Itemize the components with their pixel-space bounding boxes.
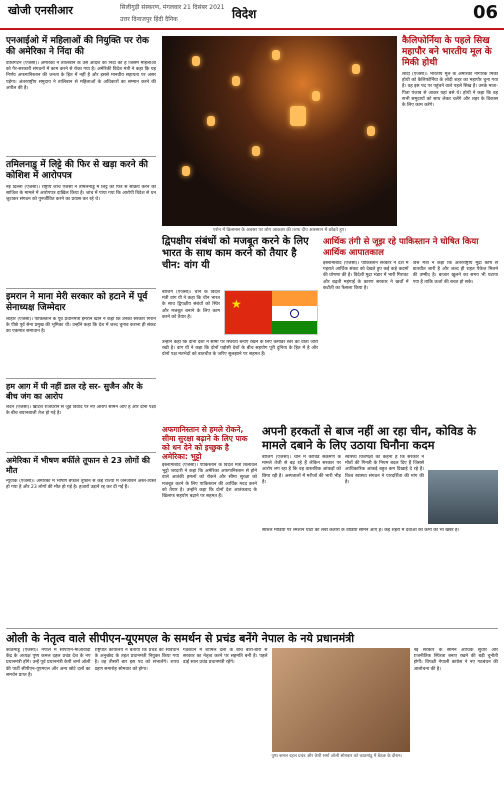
body-wang-yi-b: उन्होंने कहा कि दोनों देशों ने सीमा पर स्थिरता बनाए रखने के लिए कमांडर स्तर की वार्ता जारी रखी है। वांग यी ने कहा कि दोनों पड़ोसी देशों के बीच सहयोग पूरी दुनिया के हित में है और दोनों पक्ष मतभेदों को बातचीत के जरिए सुलझाने पर सहमत हैं।: [162, 340, 318, 358]
nepal-photo-caption: पुष्प कमल दहल प्रचंड और केपी शर्मा ओली सोमवार को काठमांडू में बैठक के दौरान।: [271, 754, 403, 759]
china-flag: ★: [225, 291, 272, 335]
tagline: उत्तर दिनाजपुर हिंदी दैनिक: [120, 16, 178, 23]
body-pakistan-b: वित्त मंत्री ने कहा कि अंतरराष्ट्रीय मुद्रा कोष से बातचीत जारी है और जल्द ही राहत पैकेज मिलने की उम्मीद है। बाजार खुलने का समय भी घटाया गया है ताकि ऊर्जा की बचत हो सके।: [412, 261, 498, 285]
body-ngo-ban: वाशिंगटन (एजेंसी)। अमेरिका ने तालिबान के उस आदेश की निंदा की है जिसमें महिलाओं को गैर-सरकारी संगठनों में काम करने से रोका गया है। अमेरिकी विदेश मंत्री ने कहा कि यह निर्णय अफगानिस्तान की जनता के हित में नहीं है और इससे मानवीय सहायता पर असर पड़ेगा। अंतरराष्ट्रीय समुदाय ने तालिबान से महिलाओं के अधिकारों का सम्मान करने की अपील की है।: [6, 61, 156, 91]
body-nepal-d: नई सरकार के सामने आर्थिक सुधार और राजनीतिक स्थिरता बनाए रखने की बड़ी चुनौती होगी। विपक्षी नेपाली कांग्रेस ने नए गठबंधन की आलोचना की है।: [413, 648, 498, 672]
china-india-flags-photo: [224, 290, 318, 335]
nepal-photo-block: [272, 648, 410, 788]
india-flag: [272, 291, 318, 335]
headline-ngo-ban: एनआईओ में महिलाओं की नियुक्ति पर रोक की अमेरिका ने निंदा की: [6, 36, 149, 57]
body-wang-yi-a: बीजिंग (एजेंसी)। चीन के विदेश मंत्री वांग यी ने कहा कि चीन भारत के साथ द्विपक्षीय संबंधों को स्थिर और मजबूत बनाने के लिए काम करने को तैयार है।: [162, 290, 220, 320]
body-royal: लंदन (एजेंसी)। ब्रिटिश राजघराने से जुड़े विवाद पर नए आरोप सामने आए हैं और दोनों पक्षों के बीच बयानबाजी तेज हो गई है।: [6, 405, 156, 417]
story-china-india: [162, 236, 318, 272]
body-china-a: बीजिंग (एजेंसी)। चीन में कोविड संक्रमण के मामले तेजी से बढ़ रहे हैं लेकिन सरकार पर आरोप लग रहा है कि वह वास्तविक आंकड़ों को छिपा रही है। अस्पतालों में मरीजों की भारी भीड़ है।: [262, 455, 341, 485]
headline-royal: हम आग में घी नहीं डाल रहे सर- सुजैन और के बीच जंग का आरोप: [6, 382, 143, 401]
headline-wang-yi: द्विपक्षीय संबंधों को मजबूत करने के लिए भारत के साथ काम करने को तैयार है चीन: वांग यी: [162, 236, 309, 271]
brand-name: खोजी एनसीआर: [8, 4, 73, 17]
edition-date: सिलीगुड़ी संस्करण, मंगलवार 21 दिसंबर 2021: [120, 4, 225, 11]
headline-pakistan-economy: आर्थिक तंगी से जूझ रहे पाकिस्तान ने घोषित किया आर्थिक आपातकाल: [323, 237, 479, 258]
headline-imran: इमरान ने माना मेरी सरकार को हटाने में पूर्व सेनाध्यक्ष जिम्मेदार: [6, 292, 148, 313]
story-afghanistan: [162, 425, 257, 613]
body-bhutto: इस्लामाबाद (एजेंसी)। पाकिस्तान के विदेश मंत्री बिलावल भुट्टो जरदारी ने कहा कि अमेरिका अफगानिस्तान से होने वाले आतंकी हमलों को रोकने और सीमा सुरक्षा को मजबूत करने के लिए पाकिस्तान की आर्थिक मदद करने को तैयार है। उन्होंने कहा कि दोनों देश आतंकवाद के खिलाफ सहयोग बढ़ाने पर सहमत हैं।: [162, 463, 257, 500]
body-ltte: नई दिल्ली (एजेंसी)। राष्ट्रीय जांच एजेंसी ने तमिलनाडु में लिट्टे को फिर से सक्रिय करने की साजिश के मामले में आरोपपत्र दाखिल किया है। जांच में पाया गया कि आरोपी विदेश से धन जुटाकर संगठन को पुनर्जीवित करने का प्रयास कर रहे थे।: [6, 185, 156, 203]
body-imran: लाहौर (एजेंसी)। पाकिस्तान के पूर्व प्रधानमंत्री इमरान खान ने कहा कि उनकी सरकार गिराने के पीछे पूर्व सेना प्रमुख की भूमिका थी। उन्होंने कहा कि देश में जल्द चुनाव कराना ही संकट का एकमात्र समाधान है।: [6, 317, 156, 335]
right-column: [402, 36, 498, 220]
body-nepal-b: राष्ट्रपति कार्यालय ने बताया कि प्रचंड को संविधान के अनुच्छेद के तहत प्रधानमंत्री नियुक्त किया गया है। वह तीसरी बार इस पद को संभालेंगे। शपथ ग्रहण समारोह सोमवार को होगा।: [94, 648, 179, 672]
body-china-c: सोशल मीडिया पर श्मशान घाटों की लंबी कतारों के वीडियो सामने आए हैं। कई शहरों में दवाओं की कमी की भी खबरें हैं।: [262, 528, 460, 533]
headline-sikh-mayor: कैलिफोर्निया के पहले सिख महापौर बने भारतीय मूल के मिकी होथी: [402, 36, 492, 68]
nepal-leaders-photo: [272, 648, 410, 752]
headline-nepal-pm: ओली के नेतृत्व वाले सीपीएन-यूएमएल के समर्थन से प्रचंड बनेंगे नेपाल के नये प्रधानमंत्री: [6, 628, 498, 645]
hero-caption: एरोन में क्रिसमस के अवसर पर लोग आकाश की तरफ दीप आसमान में छोड़ते हुए।: [213, 228, 346, 233]
headline-storm: अमेरिका में भीषण बर्फीले तूफान से 23 लोगों की मौत: [6, 456, 150, 475]
story-nepal: [6, 628, 498, 788]
divider: [6, 288, 156, 289]
section-title: विदेश: [232, 7, 257, 21]
body-china-b: स्वास्थ्य विशेषज्ञों का कहना है कि सरकार ने मौतों की गिनती के नियम बदल दिए हैं जिससे आधिकारिक आंकड़े बहुत कम दिखाई दे रहे हैं। विश्व स्वास्थ्य संगठन ने पारदर्शिता की मांग की है।: [345, 455, 424, 485]
body-sikh-mayor: लोदी (एजेंसी)। भारतीय मूल के अमेरिकी नागरिक मिकी होथी को कैलिफोर्निया के लोदी शहर का महापौर चुना गया है। वह इस पद पर पहुंचने वाले पहले सिख हैं। उनके माता-पिता पंजाब से आकर यहां बसे थे। होथी ने कहा कि वह सभी समुदायों को साथ लेकर चलेंगे और शहर के विकास के लिए काम करेंगे।: [402, 72, 498, 109]
hero-photo-lanterns: [162, 36, 397, 226]
headline-china-covid: अपनी हरकतों से बाज नहीं आ रहा चीन, कोविड के मामले दबाने के लिए उठाया घिनौना कदम: [262, 424, 476, 452]
body-nepal-a: काठमांडू (एजेंसी)। नेपाल में सीपीएन-माओवादी केंद्र के अध्यक्ष पुष्प कमल दहल प्रचंड देश के नए प्रधानमंत्री होंगे। उन्हें पूर्व प्रधानमंत्री केपी शर्मा ओली की पार्टी सीपीएन-यूएमएल और अन्य छोटे दलों का समर्थन प्राप्त है।: [6, 648, 91, 678]
page-number: 06: [472, 2, 498, 23]
divider: [6, 156, 156, 157]
masthead: [0, 0, 504, 30]
story-pakistan-economy: [323, 237, 498, 373]
divider: [6, 378, 156, 379]
divider: [6, 452, 156, 453]
body-storm: न्यूयॉर्क (एजेंसी)। अमेरिका में भीषण बर्फीले तूफान से कई राज्यों में जनजीवन अस्त-व्यस्त हो गया है और 23 लोगों की मौत हो गई है। हजारों उड़ानें रद्द कर दी गई हैं।: [6, 479, 156, 491]
headline-ltte: तमिलनाडु में लिट्टे की फिर से खड़ा करने की कोशिश में आरोपपत्र: [6, 160, 148, 181]
headline-bhutto: अफगानिस्तान से हमले रोकने, सीमा सुरक्षा बढ़ाने के लिए पाक को धन देने को इच्छुक है अमेरिका: भुट्टो: [162, 425, 248, 461]
body-pakistan-a: इस्लामाबाद (एजेंसी)। पाकिस्तान सरकार ने देश में गहराते आर्थिक संकट को देखते हुए कई कड़े कदमों की घोषणा की है। विदेशी मुद्रा भंडार में भारी गिरावट और बढ़ती महंगाई के कारण सरकार ने खर्चों में कटौती का फैसला किया है।: [323, 261, 409, 291]
left-column: [6, 36, 156, 535]
body-nepal-c: गठबंधन में शामिल दलों के बीच बारी-बारी से सरकार का नेतृत्व करने पर सहमति बनी है। पहले ढाई साल प्रचंड प्रधानमंत्री रहेंगे।: [183, 648, 268, 666]
china-covid-photo: [428, 470, 498, 524]
